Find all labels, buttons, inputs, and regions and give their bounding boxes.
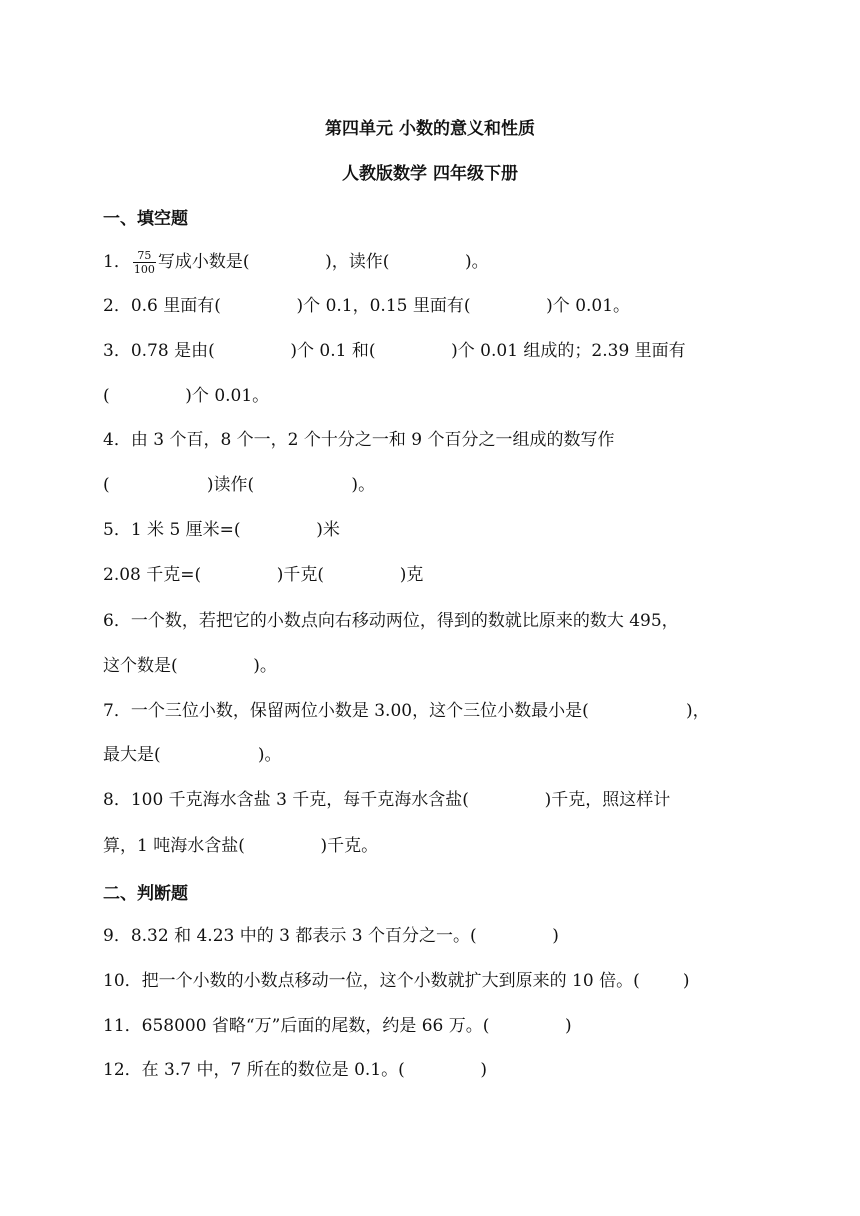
- fraction-numerator: 75: [133, 249, 156, 263]
- question-9: 9．8.32 和 4.23 中的 3 都表示 3 个百分之一。( ): [103, 926, 559, 946]
- question-3-line-1: 3．0.78 是由( )个 0.1 和( )个 0.01 组成的；2.39 里面有: [103, 341, 686, 361]
- question-4-line-2: ( )读作( )。: [103, 475, 376, 495]
- page-title: 第四单元 小数的意义和性质: [325, 119, 535, 139]
- question-11: 11．658000 省略“万”后面的尾数，约是 66 万。( ): [103, 1016, 572, 1036]
- question-8-line-1: 8．100 千克海水含盐 3 千克，每千克海水含盐( )千克，照这样计: [103, 790, 671, 810]
- question-7-line-1: 7．一个三位小数，保留两位小数是 3.00，这个三位小数最小是( )，: [103, 701, 710, 721]
- question-8-line-2: 算，1 吨海水含盐( )千克。: [103, 836, 379, 856]
- question-12: 12．在 3.7 中，7 所在的数位是 0.1。( ): [103, 1060, 488, 1080]
- question-10: 10．把一个小数的小数点移动一位，这个小数就扩大到原来的 10 倍。( ): [103, 971, 690, 991]
- question-4-line-1: 4．由 3 个百，8 个一，2 个十分之一和 9 个百分之一组成的数写作: [103, 430, 615, 450]
- question-1-number: 1．: [103, 252, 131, 272]
- section-heading-fill-in: 一、填空题: [103, 209, 188, 229]
- question-5-line-1: 5．1 米 5 厘米=( )米: [103, 520, 340, 540]
- question-6-line-1: 6．一个数，若把它的小数点向右移动两位，得到的数就比原来的数大 495，: [103, 611, 679, 631]
- fraction-75-100: [133, 249, 156, 276]
- question-7-line-2: 最大是( )。: [103, 745, 282, 765]
- question-1-text: 写成小数是( )，读作( )。: [157, 252, 489, 272]
- section-heading-true-false: 二、判断题: [103, 884, 188, 904]
- fraction-denominator: 100: [133, 263, 155, 276]
- page-subtitle: 人教版数学 四年级下册: [342, 164, 518, 184]
- question-2: 2．0.6 里面有( )个 0.1，0.15 里面有( )个 0.01。: [103, 296, 631, 316]
- question-5-line-2: 2.08 千克=( )千克( )克: [103, 565, 424, 585]
- question-1: [103, 249, 489, 276]
- question-6-line-2: 这个数是( )。: [103, 656, 277, 676]
- question-3-line-2: ( )个 0.01。: [103, 386, 270, 406]
